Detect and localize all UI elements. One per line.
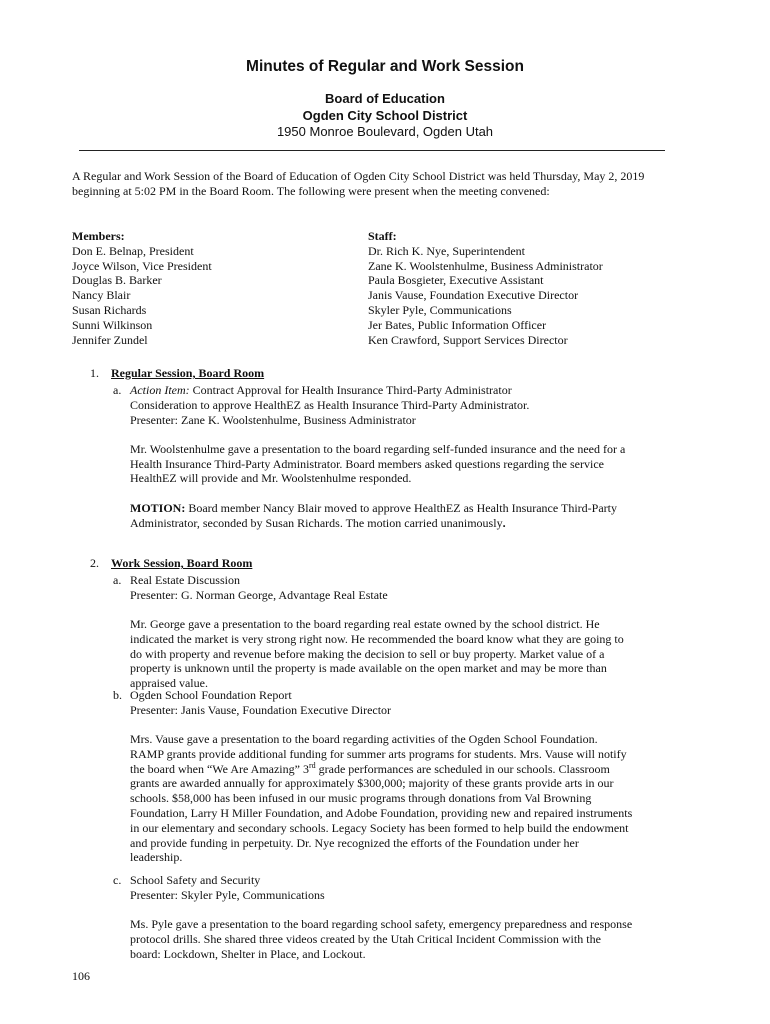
item-presenter: Presenter: G. Norman George, Advantage Real Estate <box>130 587 388 602</box>
header-board: Board of Education <box>325 91 445 106</box>
item-presenter: Presenter: Zane K. Woolstenhulme, Business Administrator <box>130 412 416 427</box>
header-district: Ogden City School District <box>302 107 468 123</box>
member-name: Don E. Belnap, President <box>72 243 194 258</box>
staff-name: Skyler Pyle, Communications <box>368 302 512 317</box>
header-block <box>0 91 770 141</box>
section-1-heading <box>90 366 264 381</box>
section-number: 2. <box>90 556 99 570</box>
member-name: Susan Richards <box>72 302 147 317</box>
item-paragraph: Mr. Woolstenhulme gave a presentation to the board regarding self-funded insurance and the need for a Health Insurance Third-Party Administrator. Board members asked questions regarding the service HealthEZ will provide and Mr. Woolstenhulme responded. <box>130 441 626 486</box>
staff-heading: Staff: <box>368 229 397 243</box>
staff-name: Jer Bates, Public Information Officer <box>368 317 547 332</box>
member-name: Jennifer Zundel <box>72 332 148 347</box>
members-heading: Members: <box>72 229 125 243</box>
item-letter: b. <box>113 688 122 702</box>
item-consideration: Consideration to approve HealthEZ as Health Insurance Third-Party Administrator. <box>130 397 530 412</box>
header-divider <box>79 150 665 151</box>
staff-name: Ken Crawford, Support Services Director <box>368 332 568 347</box>
page-number: 106 <box>72 969 90 983</box>
item-1a <box>113 383 633 530</box>
section-number: 1. <box>90 366 99 380</box>
motion-paragraph: MOTION: Board member Nancy Blair moved to approve HealthEZ as Health Insurance Third-Party Administrator, seconded by Susan Richards. The motion carried unanimously. <box>130 500 617 530</box>
staff-name: Zane K. Woolstenhulme, Business Administrator <box>368 258 603 273</box>
header-address: 1950 Monroe Boulevard, Ogden Utah <box>276 124 494 139</box>
staff-name: Dr. Rich K. Nye, Superintendent <box>368 243 525 258</box>
document-title: Minutes of Regular and Work Session <box>246 58 524 75</box>
item-heading: School Safety and Security Presenter: Skyler Pyle, Communications <box>130 873 325 902</box>
members-column <box>72 229 352 347</box>
section-2-heading <box>90 556 252 571</box>
member-name: Joyce Wilson, Vice President <box>72 258 212 273</box>
item-2a <box>113 573 633 691</box>
member-name: Sunni Wilkinson <box>72 317 153 332</box>
staff-column <box>368 229 678 347</box>
motion-label: MOTION: <box>130 500 186 515</box>
staff-name: Paula Bosgieter, Executive Assistant <box>368 273 544 288</box>
item-heading: Real Estate Discussion Presenter: G. Norman George, Advantage Real Estate <box>130 573 388 602</box>
staff-name: Janis Vause, Foundation Executive Director <box>368 288 579 303</box>
member-name: Nancy Blair <box>72 288 131 303</box>
item-heading: Ogden School Foundation Report Presenter: Janis Vause, Foundation Executive Director <box>130 688 392 717</box>
item-letter: c. <box>113 873 122 887</box>
item-letter: a. <box>113 383 122 397</box>
section-title: Regular Session, Board Room <box>111 366 265 380</box>
item-paragraph: Mrs. Vause gave a presentation to the board regarding activities of the Ogden School Foundation. RAMP grants provide additional funding for summer arts programs for students. Mrs. Vause will notify the board when “We Are Amazing” 3rd grade performances are scheduled in our schools. Classroom grants are awarded annually for approximately $300,000; majority of these grants provide arts in our schools. $58,000 has been infused in our music programs through donations from Val Browning Foundation, Larry H Miller Foundation, and Adobe Foundation, providing new and repaired instruments in our elementary and secondary schools. Legacy Society has been formed to help build the endowment and provide funding in perpetuity. Dr. Nye recognized the efforts of the Foundation under her leadership. <box>130 732 633 865</box>
item-presenter: Presenter: Skyler Pyle, Communications <box>130 887 325 902</box>
action-item-label: Action Item: <box>130 383 190 397</box>
item-letter: a. <box>113 573 122 587</box>
intro-paragraph: A Regular and Work Session of the Board of Education of Ogden City School District was held Thursday, May 2, 2019 beginning at 5:02 PM in the Board Room. The following were present when the meeting convened: <box>72 169 645 198</box>
item-paragraph: Ms. Pyle gave a presentation to the board regarding school safety, emergency preparedness and response protocol drills. She shared three videos created by the Utah Critical Incident Commission with the board: Lockdown, Shelter in Place, and Lockout. <box>130 917 633 961</box>
item-2b <box>113 688 633 865</box>
item-paragraph: Mr. George gave a presentation to the board regarding real estate owned by the school district. He indicated the market is very strong right now. He recommended the board know what they are going to do with property and revenue before making the decision to sell or buy property. Market value of a property is unknown until the property is made available on the open market and may be more than appraised value. <box>130 617 624 691</box>
section-title: Work Session, Board Room <box>111 556 253 570</box>
item-presenter: Presenter: Janis Vause, Foundation Executive Director <box>130 702 392 717</box>
item-2c <box>113 873 633 961</box>
item-heading: Action Item: Contract Approval for Health Insurance Third-Party Administrator Consideration to approve HealthEZ as Health Insurance Third-Party Administrator. Presenter: Zane K. Woolstenhulme, Business Administrator <box>130 383 530 427</box>
member-name: Douglas B. Barker <box>72 273 162 288</box>
